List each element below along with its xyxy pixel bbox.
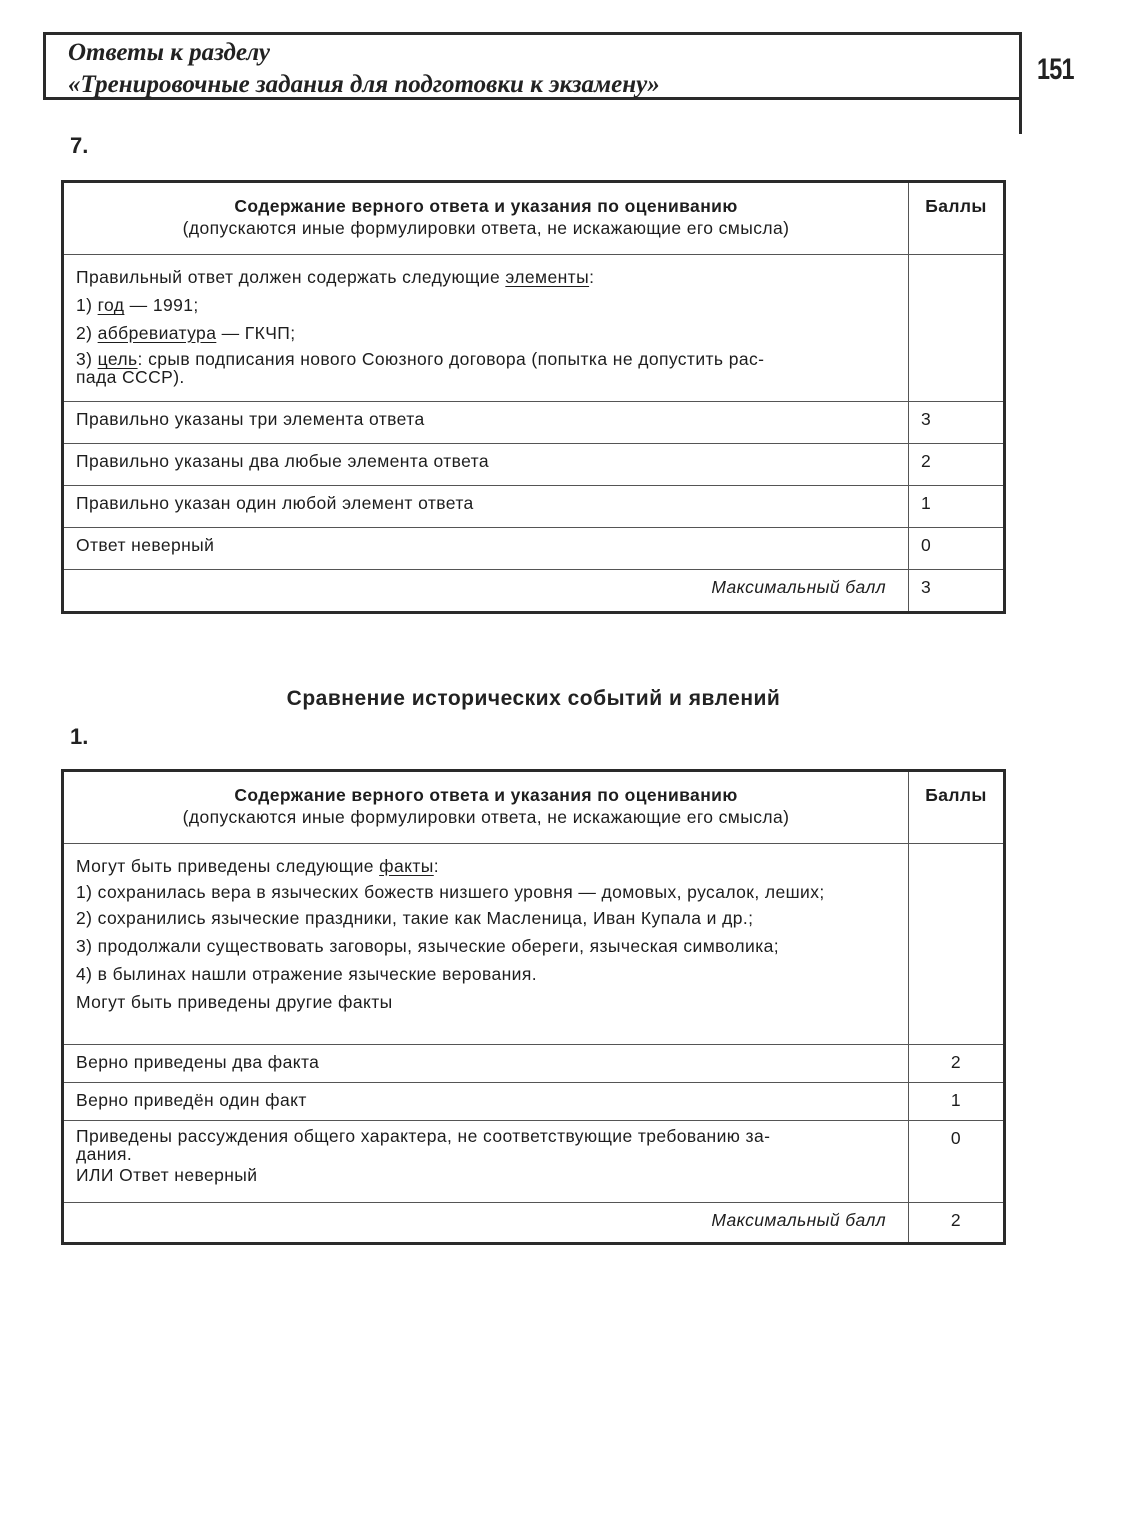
answer-intro: Могут быть приведены следующие факты: bbox=[76, 856, 440, 876]
row-points: 3 bbox=[909, 402, 1005, 444]
answer-content bbox=[63, 255, 909, 402]
max-score-value: 2 bbox=[909, 1203, 1005, 1244]
row-text-line-3: ИЛИ Ответ неверный bbox=[76, 1165, 258, 1185]
answer-content bbox=[63, 844, 909, 1045]
row-text: Правильно указан один любой элемент ответа bbox=[63, 486, 909, 528]
row-text: Правильно указаны два любые элемента ответа bbox=[63, 444, 909, 486]
points-header: Баллы bbox=[909, 771, 1005, 844]
fact-item-4: 4) в былинах нашли отражение языческие верования. bbox=[76, 964, 537, 984]
table-header-content bbox=[63, 182, 909, 255]
table-header-row bbox=[63, 771, 1005, 844]
criteria-table-task-1 bbox=[61, 769, 1006, 1245]
table-row bbox=[63, 444, 1005, 486]
row-text-line-1: Приведены рассуждения общего характера, не соответствующие требованию за- bbox=[76, 1126, 771, 1146]
max-score-value: 3 bbox=[909, 570, 1005, 613]
row-points: 0 bbox=[909, 1121, 1005, 1203]
answer-outro: Могут быть приведены другие факты bbox=[76, 992, 393, 1012]
row-points: 0 bbox=[909, 528, 1005, 570]
criteria-table-task-7 bbox=[61, 180, 1006, 614]
table-row bbox=[63, 528, 1005, 570]
table-row bbox=[63, 1083, 1005, 1121]
table-max-row bbox=[63, 1203, 1005, 1244]
header-divider bbox=[1019, 98, 1022, 134]
max-score-label: Максимальный балл bbox=[63, 570, 909, 613]
table-header-row bbox=[63, 182, 1005, 255]
header-sub: (допускаются иные формулировки ответа, не искажающие его смысла) bbox=[182, 807, 790, 827]
fact-item-3: 3) продолжали существовать заговоры, языческие обереги, языческая символика; bbox=[76, 936, 780, 956]
row-text-multiline bbox=[63, 1121, 909, 1203]
section-header-box bbox=[43, 32, 1022, 100]
fact-item-2: 2) сохранились языческие праздники, такие как Масленица, Иван Купала и др.; bbox=[76, 908, 754, 928]
answer-points-empty bbox=[909, 255, 1005, 402]
header-bold: Содержание верного ответа и указания по оцениванию bbox=[234, 196, 738, 216]
row-points: 2 bbox=[909, 444, 1005, 486]
row-points: 1 bbox=[909, 486, 1005, 528]
table-row-answer bbox=[63, 844, 1005, 1045]
table-row bbox=[63, 1121, 1005, 1203]
row-text-line-2: дания. bbox=[76, 1144, 133, 1164]
section-header-line-2: «Тренировочные задания для подготовки к экзамену» bbox=[68, 71, 660, 98]
fact-item-1: 1) сохранилась вера в языческих божеств низшего уровня — домовых, русалок, леших; bbox=[76, 882, 825, 902]
table-row-answer bbox=[63, 255, 1005, 402]
answer-points-empty bbox=[909, 844, 1005, 1045]
row-points: 2 bbox=[909, 1045, 1005, 1083]
section-header-line-1: Ответы к разделу bbox=[68, 39, 270, 66]
max-score-label: Максимальный балл bbox=[63, 1203, 909, 1244]
page-number: 151 bbox=[1037, 53, 1074, 86]
answer-item-3: 3) цель: срыв подписания нового Союзного договора (попытка не допустить рас- пада СССР). bbox=[76, 349, 765, 387]
row-text: Верно приведены два факта bbox=[63, 1045, 909, 1083]
header-sub: (допускаются иные формулировки ответа, не искажающие его смысла) bbox=[182, 218, 790, 238]
table-header-content bbox=[63, 771, 909, 844]
row-points: 1 bbox=[909, 1083, 1005, 1121]
answer-item-1: 1) год — 1991; bbox=[76, 295, 199, 315]
table-row bbox=[63, 1045, 1005, 1083]
answer-item-2: 2) аббревиатура — ГКЧП; bbox=[76, 323, 296, 343]
row-text: Ответ неверный bbox=[63, 528, 909, 570]
answer-intro: Правильный ответ должен содержать следующие элементы: bbox=[76, 267, 595, 287]
header-bold: Содержание верного ответа и указания по оцениванию bbox=[234, 785, 738, 805]
table-row bbox=[63, 486, 1005, 528]
table-max-row bbox=[63, 570, 1005, 613]
task-number-1: 1. bbox=[70, 724, 89, 749]
section-title: Сравнение исторических событий и явлений bbox=[286, 687, 781, 710]
points-header: Баллы bbox=[909, 182, 1005, 255]
table-row bbox=[63, 402, 1005, 444]
row-text: Верно приведён один факт bbox=[63, 1083, 909, 1121]
row-text: Правильно указаны три элемента ответа bbox=[63, 402, 909, 444]
task-number-7: 7. bbox=[70, 133, 89, 158]
